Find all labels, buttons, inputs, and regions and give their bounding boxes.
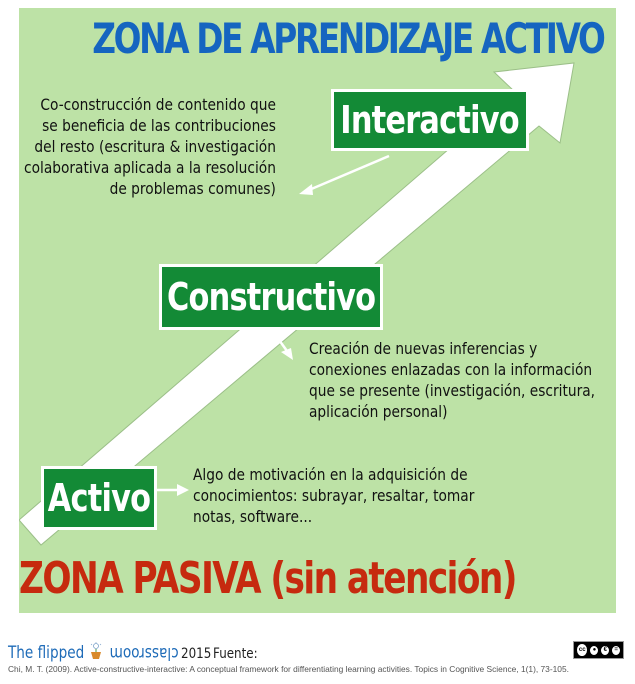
brand-year: 2015 [181, 646, 212, 662]
level-interactivo-label: Interactivo [331, 89, 529, 151]
brand-suffix-inverted: classroom [109, 643, 179, 663]
brand-prefix: The flipped [8, 643, 85, 663]
nd-icon: = [611, 645, 621, 656]
connector-interactivo [309, 156, 389, 190]
source-label: Fuente: [213, 646, 258, 662]
lightbulb-pot-icon [89, 642, 103, 660]
active-zone-title: ZONA DE APRENDIZAJE ACTIVO [92, 14, 604, 63]
infographic-panel [19, 8, 616, 613]
cc-icon: cc [576, 643, 588, 657]
passive-zone-title: ZONA PASIVA (sin atención) [19, 553, 516, 604]
nc-icon: € [600, 645, 610, 656]
level-activo-description: Algo de motivación en la adquisición de conocimientos: subrayar, resaltar, tomar notas, software... [193, 465, 475, 526]
level-constructivo-description: Creación de nuevas inferencias y conexiones enlazadas con la información que se presente (investigación, escritura, aplicación personal) [309, 339, 596, 421]
level-activo-label: Activo [41, 466, 157, 530]
brand-credit [8, 640, 266, 663]
by-icon: ● [589, 645, 599, 656]
level-interactivo-description: Co-construcción de contenido que se beneficia de las contribuciones del resto (escritura & investigación colaborativa aplicada a la resolución de problemas comunes) [24, 95, 276, 198]
creative-commons-license-badge[interactable] [573, 641, 624, 659]
level-constructivo-label: Constructivo [159, 264, 383, 330]
source-citation: Chi, M. T. (2009). Active-constructive-interactive: A conceptual framework for differentiating learning activities. Topics in Cognitive Science, 1(1), 73-105. [8, 664, 569, 674]
